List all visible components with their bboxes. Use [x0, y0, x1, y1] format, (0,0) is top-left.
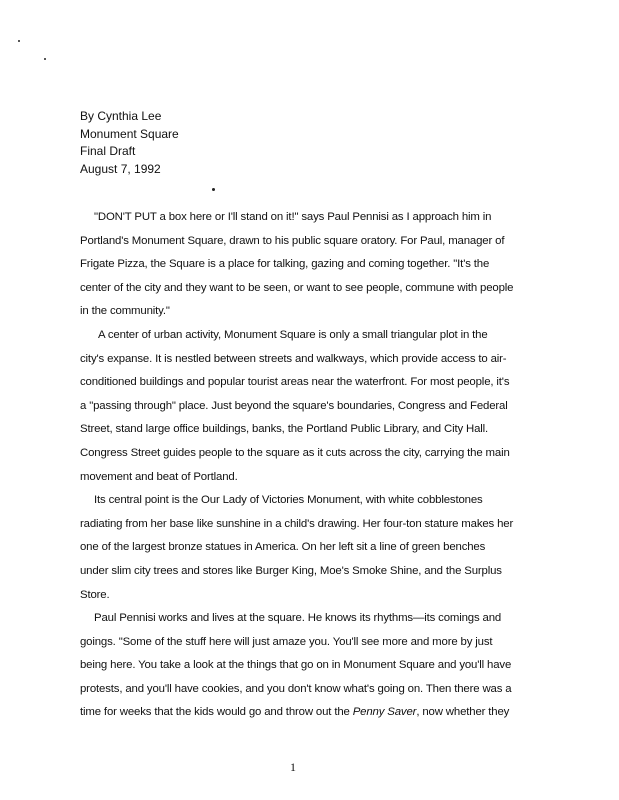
text-line: "DON'T PUT a box here or I'll stand on it!" says Paul Pennisi as I approach him in [94, 211, 492, 223]
essay-body [80, 206, 530, 725]
text-line-with-italic [80, 701, 530, 725]
paragraph-2 [80, 324, 530, 489]
text-line: city's expanse. It is nestled between streets and walkways, which provide access to air- [80, 352, 507, 365]
paragraph-1 [80, 206, 530, 324]
text-line: A center of urban activity, Monument Square is only a small triangular plot in the [98, 328, 488, 341]
document-title: Monument Square [80, 126, 179, 141]
page-number: 1 [290, 760, 296, 774]
document-date: August 7, 1992 [80, 161, 161, 176]
text-line: one of the largest bronze statues in America. On her left sit a line of green benches [80, 541, 486, 554]
text-line: goings. "Some of the stuff here will just amaze you. You'll see more and more by just [80, 635, 493, 648]
text-line: Portland's Monument Square, drawn to his public square oratory. For Paul, manager of [80, 234, 505, 247]
text-line: radiating from her base like sunshine in a child's drawing. Her four-ton stature makes her [80, 517, 514, 530]
text-line: Its central point is the Our Lady of Victories Monument, with white cobblestones [94, 494, 483, 507]
text-line: Paul Pennisi works and lives at the square. He knows its rhythms—its comings and [94, 612, 502, 625]
text-line: Frigate Pizza, the Square is a place for talking, gazing and coming together. "It's the [80, 258, 490, 271]
text-line: a "passing through" place. Just beyond the square's boundaries, Congress and Federal [80, 399, 508, 412]
paragraph-4 [80, 607, 530, 725]
paragraph-3 [80, 489, 530, 607]
scan-speck [44, 58, 46, 60]
text-line: Store. [80, 588, 110, 601]
text-line: movement and beat of Portland. [80, 470, 238, 483]
text-line: in the community." [80, 305, 170, 318]
author-line: By Cynthia Lee [80, 109, 162, 123]
text-run: , now whether they [416, 706, 510, 719]
publication-title: Penny Saver [352, 706, 417, 719]
text-line: protests, and you'll have cookies, and you don't know what's going on. Then there was a [80, 682, 512, 695]
scan-speck [212, 188, 215, 191]
text-line: conditioned buildings and popular tourist areas near the waterfront. For most people, it's [80, 376, 510, 389]
text-run: time for weeks that the kids would go and throw out the [80, 706, 353, 719]
text-line: Street, stand large office buildings, banks, the Portland Public Library, and City Hall. [80, 423, 489, 436]
text-line: center of the city and they want to be seen, or want to see people, commune with people [80, 281, 514, 294]
text-line: under slim city trees and stores like Burger King, Moe's Smoke Shine, and the Surplus [80, 564, 502, 577]
text-line: Congress Street guides people to the square as it cuts across the city, carrying the main [80, 446, 510, 459]
document-header [80, 108, 179, 178]
text-line: being here. You take a look at the things that go on in Monument Square and you'll have [80, 659, 512, 672]
scan-speck [18, 40, 20, 42]
draft-label: Final Draft [80, 144, 136, 158]
